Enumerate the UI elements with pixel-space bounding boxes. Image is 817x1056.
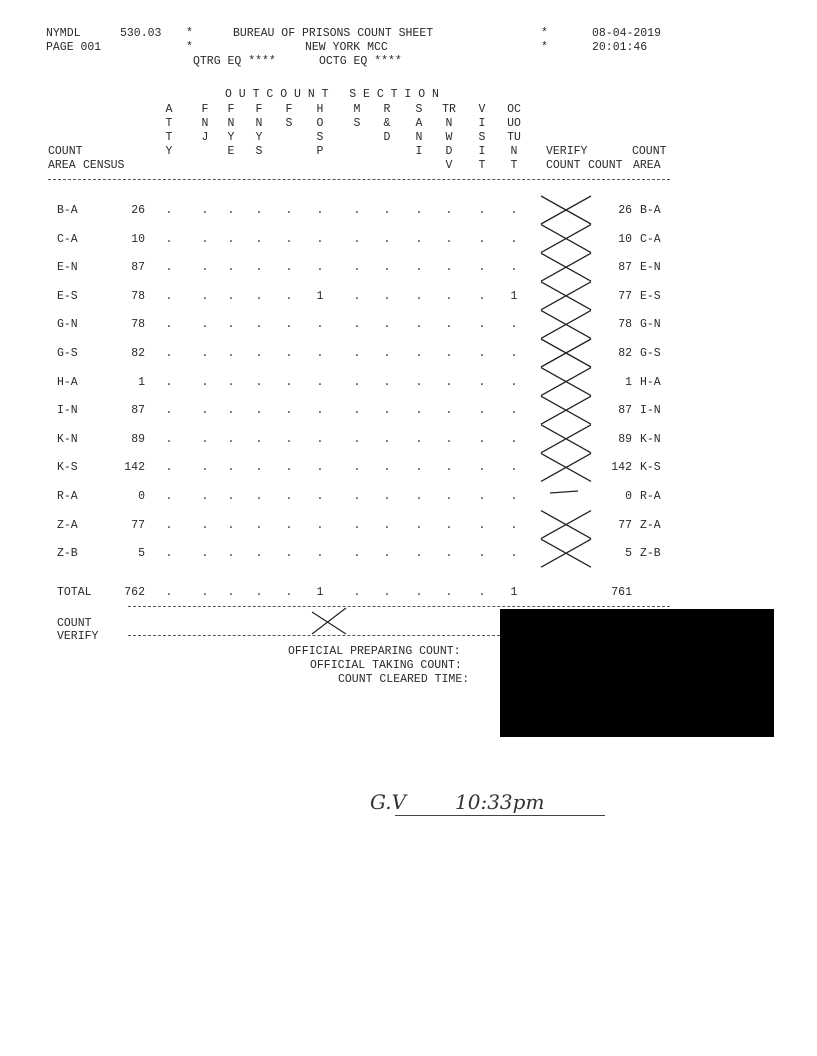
outcount-header-letter: F: [255, 103, 263, 116]
outcount-cell: .: [201, 490, 209, 503]
outcount-header-letter: T: [478, 159, 486, 172]
outcount-header-letter: O: [316, 117, 324, 130]
outcount-cell: .: [227, 261, 235, 275]
header-star-1: *: [186, 27, 193, 40]
count-cell: 87: [618, 404, 632, 418]
count-area-cell: B-A: [57, 204, 78, 217]
outcount-cell: .: [415, 261, 423, 275]
report-title: BUREAU OF PRISONS COUNT SHEET: [233, 27, 434, 40]
census-cell: 5: [138, 547, 145, 561]
census-cell: 1: [138, 375, 145, 389]
outcount-cell: .: [415, 432, 423, 446]
outcount-header-letter: T: [165, 131, 173, 144]
total-outcount-cell: 1: [510, 586, 518, 599]
outcount-cell: .: [415, 318, 423, 332]
outcount-header-letter: W: [445, 131, 453, 144]
outcount-cell: .: [353, 204, 361, 217]
count-cell: 87: [618, 261, 632, 275]
outcount-cell: .: [383, 490, 391, 503]
outcount-cell: .: [255, 232, 263, 246]
outcount-cell: .: [316, 261, 324, 275]
outcount-cell: .: [383, 204, 391, 217]
outcount-cell: .: [165, 461, 173, 475]
count-cell: 78: [618, 318, 632, 332]
outcount-cell: .: [201, 518, 209, 532]
outcount-header-letter: H: [316, 103, 324, 116]
outcount-header-letter: Y: [227, 131, 235, 144]
count-cleared-label: COUNT CLEARED TIME:: [338, 673, 470, 686]
outcount-cell: .: [415, 518, 423, 532]
outcount-cell: .: [383, 375, 391, 389]
outcount-cell: .: [415, 461, 423, 475]
outcount-cell: .: [285, 404, 293, 418]
count-area-header-2: AREA: [48, 159, 76, 172]
outcount-cell: .: [445, 261, 453, 275]
outcount-cell: .: [316, 204, 324, 217]
count-area-cell: K-S: [57, 461, 78, 475]
count-area-right-cell: K-S: [640, 461, 661, 475]
outcount-cell: .: [201, 375, 209, 389]
outcount-header-letter: TU: [507, 131, 521, 144]
outcount-cell: .: [285, 518, 293, 532]
outcount-cell: .: [165, 232, 173, 246]
outcount-cell: .: [255, 518, 263, 532]
count-area-cell: K-N: [57, 432, 78, 446]
outcount-cell: .: [415, 232, 423, 246]
total-outcount-cell: .: [165, 586, 173, 599]
outcount-header-letter: N: [227, 117, 235, 130]
count-verify-label-1: COUNT: [57, 617, 92, 630]
outcount-header-letter: P: [316, 145, 324, 158]
outcount-cell: .: [165, 432, 173, 446]
outcount-cell: .: [165, 490, 173, 503]
outcount-cell: .: [478, 432, 486, 446]
outcount-cell: .: [445, 289, 453, 303]
outcount-cell: .: [383, 261, 391, 275]
outcount-cell: .: [353, 375, 361, 389]
outcount-cell: .: [201, 289, 209, 303]
outcount-cell: .: [383, 547, 391, 561]
outcount-cell: .: [285, 490, 293, 503]
outcount-cell: .: [478, 547, 486, 561]
outcount-cell: .: [353, 461, 361, 475]
census-cell: 82: [131, 347, 145, 360]
outcount-cell: .: [227, 432, 235, 446]
outcount-cell: .: [415, 404, 423, 418]
outcount-header-letter: N: [415, 131, 423, 144]
count-cell: 142: [611, 461, 632, 475]
outcount-cell: .: [227, 232, 235, 246]
outcount-cell: .: [227, 204, 235, 217]
outcount-cell: .: [383, 461, 391, 475]
outcount-header-letter: T: [510, 159, 518, 172]
census-cell: 10: [131, 232, 145, 246]
outcount-cell: .: [227, 518, 235, 532]
outcount-cell: .: [285, 432, 293, 446]
outcount-header-letter: N: [255, 117, 263, 130]
count-area-right-cell: B-A: [640, 204, 661, 217]
outcount-cell: .: [285, 204, 293, 217]
outcount-cell: .: [353, 232, 361, 246]
outcount-header-letter: F: [201, 103, 209, 116]
outcount-cell: .: [255, 347, 263, 360]
total-outcount-cell: 1: [316, 586, 324, 599]
outcount-cell: .: [510, 375, 518, 389]
handwritten-time: 10:33pm: [455, 790, 545, 814]
outcount-cell: .: [478, 232, 486, 246]
census-cell: 89: [131, 432, 145, 446]
outcount-cell: .: [510, 204, 518, 217]
count-area-cell: G-S: [57, 347, 78, 360]
outcount-cell: .: [255, 375, 263, 389]
outcount-cell: .: [445, 347, 453, 360]
official-preparing-label: OFFICIAL PREPARING COUNT:: [288, 645, 461, 658]
outcount-header-letter: R: [383, 103, 391, 116]
count-area-cell: Z-B: [57, 547, 78, 561]
outcount-cell: .: [510, 347, 518, 360]
outcount-cell: .: [478, 289, 486, 303]
outcount-header-letter: T: [165, 117, 173, 130]
outcount-cell: .: [316, 490, 324, 503]
count-area-right-cell: E-N: [640, 261, 661, 275]
outcount-header-letter: TR: [442, 103, 456, 116]
outcount-cell: .: [285, 347, 293, 360]
outcount-cell: .: [383, 318, 391, 332]
outcount-cell: .: [445, 547, 453, 561]
outcount-cell: .: [478, 404, 486, 418]
outcount-cell: .: [201, 204, 209, 217]
count-area-cell: C-A: [57, 232, 78, 246]
official-taking-label: OFFICIAL TAKING COUNT:: [310, 659, 462, 672]
total-outcount-cell: .: [445, 586, 453, 599]
count-cell: 0: [625, 490, 632, 503]
right-count-header: COUNT: [632, 145, 667, 158]
total-outcount-cell: .: [255, 586, 263, 599]
outcount-cell: .: [316, 318, 324, 332]
outcount-cell: .: [316, 347, 324, 360]
count-area-right-cell: R-A: [640, 490, 661, 503]
outcount-header-letter: Y: [255, 131, 263, 144]
outcount-cell: .: [383, 432, 391, 446]
outcount-cell: .: [353, 289, 361, 303]
outcount-cell: .: [383, 289, 391, 303]
outcount-header-letter: D: [383, 131, 391, 144]
redaction-box: [500, 609, 774, 737]
header-star-3: *: [541, 27, 548, 40]
page-number: PAGE 001: [46, 41, 102, 54]
outcount-cell: .: [353, 318, 361, 332]
outcount-header-letter: A: [165, 103, 173, 116]
outcount-cell: .: [255, 318, 263, 332]
census-cell: 87: [131, 404, 145, 418]
outcount-cell: .: [478, 518, 486, 532]
outcount-cell: .: [445, 404, 453, 418]
total-outcount-cell: .: [353, 586, 361, 599]
outcount-cell: .: [255, 261, 263, 275]
outcount-header-letter: S: [415, 103, 423, 116]
system-id: NYMDL: [46, 27, 81, 40]
outcount-cell: .: [255, 404, 263, 418]
outcount-cell: .: [316, 461, 324, 475]
count-cell: 77: [618, 518, 632, 532]
census-cell: 78: [131, 289, 145, 303]
outcount-cell: .: [478, 261, 486, 275]
outcount-cell: .: [285, 461, 293, 475]
outcount-header-letter: N: [201, 117, 209, 130]
outcount-header-letter: S: [478, 131, 486, 144]
outcount-cell: .: [227, 375, 235, 389]
total-outcount-cell: .: [415, 586, 423, 599]
outcount-header-letter: A: [415, 117, 423, 130]
outcount-header-letter: D: [445, 145, 453, 158]
outcount-cell: 1: [510, 289, 518, 303]
total-outcount-cell: .: [478, 586, 486, 599]
outcount-cell: .: [165, 375, 173, 389]
octg-equals: OCTG EQ ****: [319, 55, 402, 68]
count-area-right-cell: K-N: [640, 432, 661, 446]
total-outcount-cell: .: [227, 586, 235, 599]
outcount-cell: .: [353, 432, 361, 446]
census-cell: 26: [131, 204, 145, 217]
count-header: COUNT: [588, 159, 623, 172]
count-cell: 77: [618, 289, 632, 303]
outcount-cell: .: [478, 318, 486, 332]
right-area-header: AREA: [633, 159, 661, 172]
count-verify-label-2: VERIFY: [57, 630, 99, 643]
outcount-cell: .: [510, 432, 518, 446]
outcount-cell: .: [510, 490, 518, 503]
count-area-right-cell: E-S: [640, 289, 661, 303]
outcount-cell: .: [510, 261, 518, 275]
outcount-cell: .: [227, 461, 235, 475]
count-area-cell: R-A: [57, 490, 78, 503]
outcount-cell: .: [445, 518, 453, 532]
outcount-header-letter: N: [445, 117, 453, 130]
outcount-cell: .: [201, 318, 209, 332]
outcount-cell: .: [415, 289, 423, 303]
outcount-cell: .: [415, 547, 423, 561]
outcount-cell: .: [285, 232, 293, 246]
outcount-cell: .: [415, 204, 423, 217]
outcount-cell: .: [316, 432, 324, 446]
verify-header: VERIFY: [546, 145, 588, 158]
outcount-cell: .: [285, 289, 293, 303]
outcount-header-letter: UO: [507, 117, 521, 130]
report-date: 08-04-2019: [592, 27, 662, 40]
count-area-right-cell: Z-B: [640, 547, 661, 561]
outcount-cell: .: [255, 204, 263, 217]
outcount-cell: .: [227, 490, 235, 503]
outcount-cell: .: [255, 490, 263, 503]
outcount-cell: .: [478, 461, 486, 475]
outcount-cell: .: [165, 318, 173, 332]
outcount-cell: .: [353, 490, 361, 503]
outcount-cell: .: [383, 518, 391, 532]
outcount-header-letter: I: [415, 145, 423, 158]
outcount-cell: .: [255, 432, 263, 446]
outcount-cell: .: [165, 547, 173, 561]
count-area-right-cell: G-S: [640, 347, 661, 360]
outcount-cell: .: [255, 547, 263, 561]
outcount-cell: .: [201, 461, 209, 475]
count-area-cell: H-A: [57, 375, 78, 389]
count-cell: 1: [625, 375, 632, 389]
outcount-cell: .: [510, 318, 518, 332]
count-cell: 26: [618, 204, 632, 217]
outcount-header-letter: V: [478, 103, 486, 116]
outcount-cell: .: [445, 432, 453, 446]
signature-line: [395, 815, 605, 816]
total-outcount-cell: .: [201, 586, 209, 599]
count-area-right-cell: C-A: [640, 232, 661, 246]
outcount-header-letter: S: [285, 117, 293, 130]
census-cell: 77: [131, 518, 145, 532]
count-area-cell: E-N: [57, 261, 78, 275]
outcount-cell: .: [383, 232, 391, 246]
outcount-cell: .: [285, 318, 293, 332]
outcount-cell: .: [478, 490, 486, 503]
outcount-header-letter: E: [227, 145, 235, 158]
outcount-cell: .: [383, 347, 391, 360]
qtrg-equals: QTRG EQ ****: [193, 55, 276, 68]
outcount-cell: .: [510, 547, 518, 561]
outcount-header-letter: F: [285, 103, 293, 116]
outcount-cell: .: [201, 261, 209, 275]
outcount-cell: .: [227, 404, 235, 418]
outcount-header-letter: &: [383, 117, 391, 130]
handwritten-initials: G.V: [370, 790, 407, 814]
outcount-cell: .: [165, 204, 173, 217]
outcount-cell: .: [201, 432, 209, 446]
outcount-cell: .: [445, 461, 453, 475]
outcount-header-letter: S: [353, 117, 361, 130]
count-area-right-cell: I-N: [640, 404, 661, 418]
outcount-cell: .: [165, 518, 173, 532]
outcount-header-letter: V: [445, 159, 453, 172]
total-census: 762: [124, 586, 145, 599]
census-cell: 78: [131, 318, 145, 332]
census-cell: 142: [124, 461, 145, 475]
outcount-cell: .: [353, 518, 361, 532]
report-time: 20:01:46: [592, 41, 648, 54]
total-outcount-cell: .: [285, 586, 293, 599]
outcount-header-letter: S: [316, 131, 324, 144]
outcount-cell: .: [415, 490, 423, 503]
outcount-header-letter: J: [201, 131, 209, 144]
outcount-cell: .: [353, 347, 361, 360]
outcount-cell: .: [165, 289, 173, 303]
outcount-cell: .: [316, 232, 324, 246]
outcount-cell: .: [510, 461, 518, 475]
outcount-cell: .: [478, 204, 486, 217]
outcount-cell: .: [353, 547, 361, 561]
outcount-cell: .: [227, 347, 235, 360]
outcount-cell: .: [285, 375, 293, 389]
header-star-4: *: [541, 41, 548, 54]
header-star-2: *: [186, 41, 193, 54]
outcount-cell: 1: [316, 289, 324, 303]
outcount-cell: .: [510, 232, 518, 246]
outcount-cell: .: [510, 404, 518, 418]
outcount-cell: .: [316, 547, 324, 561]
count-area-right-cell: G-N: [640, 318, 661, 332]
outcount-cell: .: [415, 375, 423, 389]
outcount-cell: .: [445, 232, 453, 246]
outcount-header-letter: I: [478, 145, 486, 158]
total-outcount-cell: .: [383, 586, 391, 599]
outcount-cell: .: [201, 547, 209, 561]
outcount-cell: .: [201, 347, 209, 360]
census-cell: 0: [138, 490, 145, 503]
outcount-header-letter: M: [353, 103, 361, 116]
outcount-cell: .: [478, 375, 486, 389]
outcount-section-title: O U T C O U N T S E C T I O N: [225, 88, 439, 101]
outcount-cell: .: [383, 404, 391, 418]
count-area-right-cell: Z-A: [640, 518, 661, 532]
count-area-cell: Z-A: [57, 518, 78, 532]
count-cell: 82: [618, 347, 632, 360]
outcount-cell: .: [201, 404, 209, 418]
outcount-header-letter: I: [478, 117, 486, 130]
total-count: 761: [611, 586, 632, 599]
outcount-header-letter: OC: [507, 103, 521, 116]
count-area-cell: G-N: [57, 318, 78, 332]
outcount-cell: .: [201, 232, 209, 246]
outcount-cell: .: [165, 347, 173, 360]
outcount-cell: .: [285, 261, 293, 275]
outcount-cell: .: [445, 318, 453, 332]
outcount-cell: .: [316, 518, 324, 532]
outcount-cell: .: [478, 347, 486, 360]
outcount-header-letter: Y: [165, 145, 173, 158]
outcount-cell: .: [445, 490, 453, 503]
count-area-cell: I-N: [57, 404, 78, 418]
count-area-cell: E-S: [57, 289, 78, 303]
count-area-header-1: COUNT: [48, 145, 83, 158]
outcount-header-letter: N: [510, 145, 518, 158]
outcount-cell: .: [255, 461, 263, 475]
outcount-cell: .: [255, 289, 263, 303]
outcount-header-letter: F: [227, 103, 235, 116]
report-number: 530.03: [120, 27, 162, 40]
outcount-cell: .: [165, 261, 173, 275]
outcount-cell: .: [353, 261, 361, 275]
outcount-cell: .: [316, 404, 324, 418]
outcount-cell: .: [415, 347, 423, 360]
count-area-right-cell: H-A: [640, 375, 661, 389]
census-cell: 87: [131, 261, 145, 275]
verify-count-header: COUNT: [546, 159, 581, 172]
census-header: CENSUS: [83, 159, 125, 172]
outcount-cell: .: [165, 404, 173, 418]
outcount-cell: .: [227, 547, 235, 561]
outcount-cell: .: [445, 375, 453, 389]
outcount-cell: .: [510, 518, 518, 532]
outcount-cell: .: [316, 375, 324, 389]
outcount-header-letter: S: [255, 145, 263, 158]
count-cell: 10: [618, 232, 632, 246]
facility-name: NEW YORK MCC: [305, 41, 388, 54]
outcount-cell: .: [227, 318, 235, 332]
outcount-cell: .: [227, 289, 235, 303]
outcount-cell: .: [353, 404, 361, 418]
count-cell: 5: [625, 547, 632, 561]
outcount-cell: .: [285, 547, 293, 561]
count-cell: 89: [618, 432, 632, 446]
outcount-cell: .: [445, 204, 453, 217]
total-label: TOTAL: [57, 586, 92, 599]
